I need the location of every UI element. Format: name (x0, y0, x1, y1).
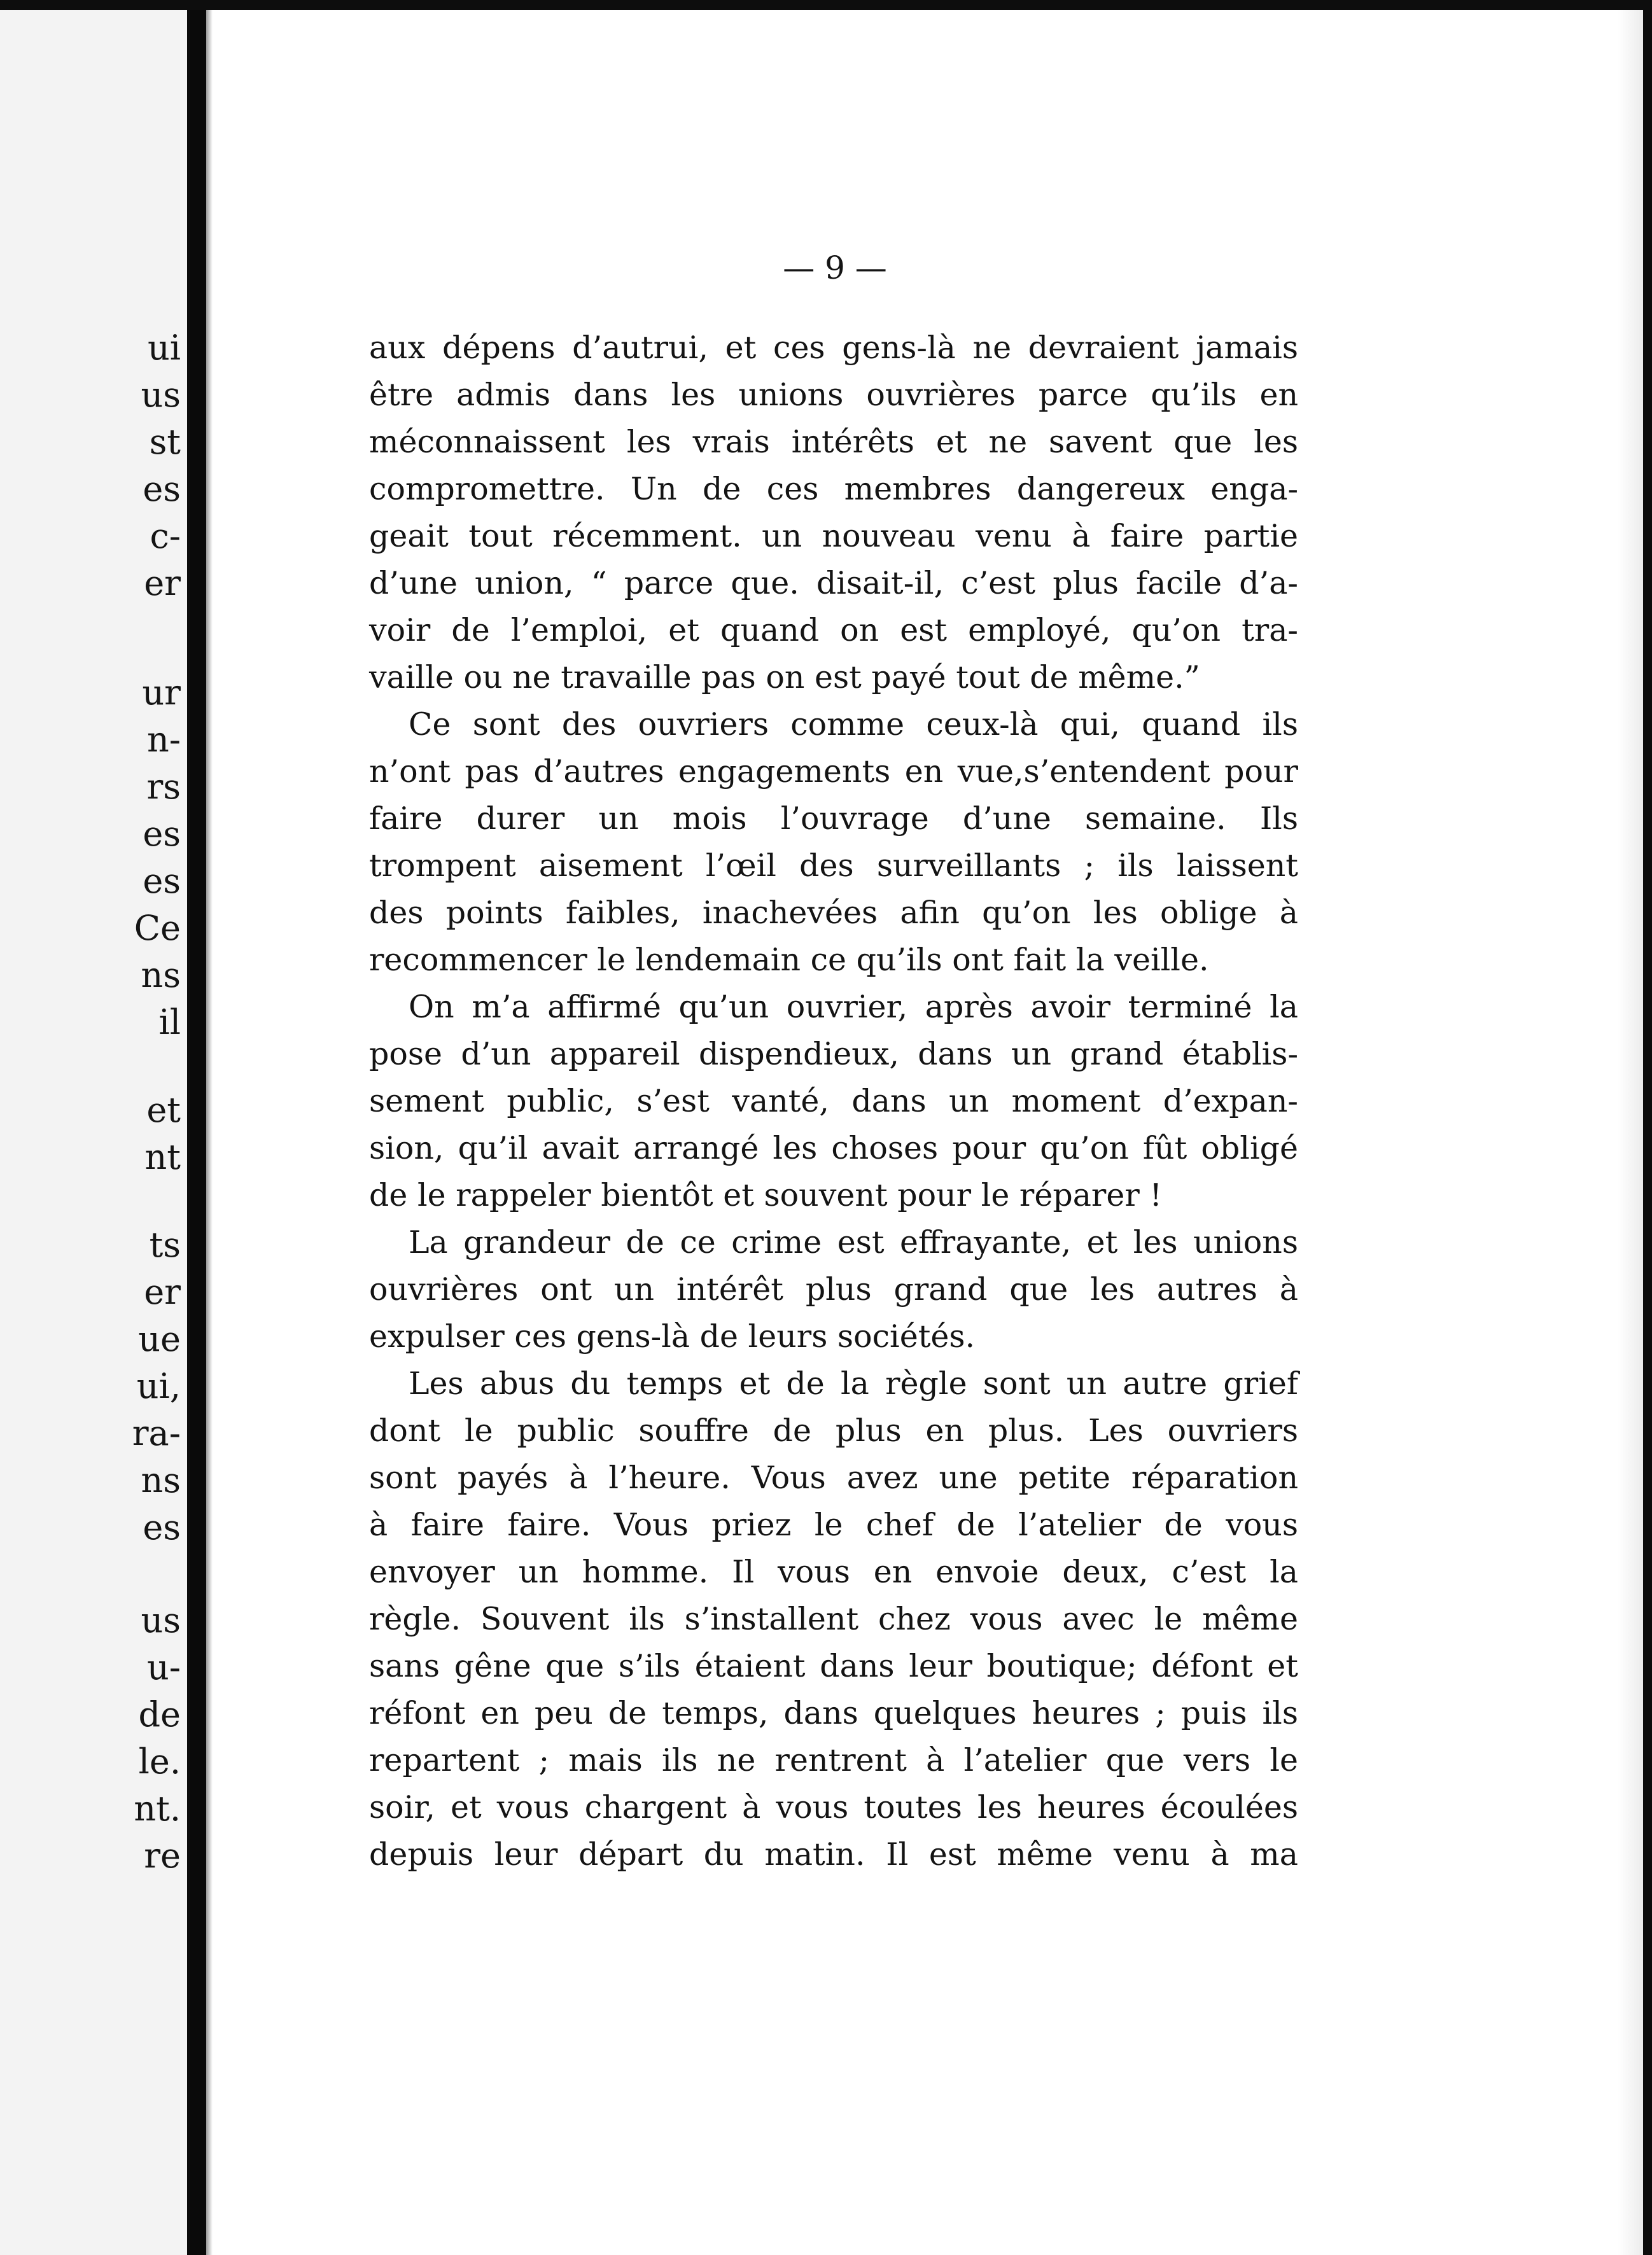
text-line: pose d’un appareil dispendieux, dans un grand établis- (369, 1036, 1298, 1072)
text-line: expulser ces gens-là de leurs sociétés. (369, 1318, 976, 1355)
text-line: des points faibles, inachevées afin qu’on les oblige à (369, 895, 1298, 931)
adjacent-page-fragment: es (143, 469, 181, 509)
text-line: faire durer un mois l’ouvrage d’une semaine. Ils (369, 800, 1298, 837)
adjacent-page-fragment: ue (138, 1319, 181, 1359)
text-line: d’une union, “ parce que. disait-il, c’est plus facile d’a- (369, 565, 1298, 601)
adjacent-page-fragment: nt. (134, 1789, 181, 1829)
adjacent-page-fragment: Ce (134, 908, 181, 948)
text-line: sont payés à l’heure. Vous avez une petite réparation (369, 1460, 1298, 1496)
adjacent-page-fragment: ra- (132, 1413, 181, 1453)
adjacent-page-fragment: c- (150, 516, 181, 556)
text-line: Les abus du temps et de la règle sont un autre grief (409, 1365, 1298, 1402)
adjacent-page-fragment: us (141, 1600, 181, 1640)
adjacent-page-fragment: ui, (136, 1366, 181, 1406)
text-line: recommencer le lendemain ce qu’ils ont fait la veille. (369, 942, 1209, 978)
text-line: de le rappeler bientôt et souvent pour le réparer ! (369, 1177, 1163, 1213)
text-line: à faire faire. Vous priez le chef de l’atelier de vous (369, 1507, 1298, 1543)
adjacent-page-fragment: rs (146, 767, 181, 807)
text-line: sion, qu’il avait arrangé les choses pour qu’on fût obligé (369, 1130, 1298, 1166)
adjacent-page-fragment: es (143, 861, 181, 901)
adjacent-page-fragment: re (144, 1836, 181, 1876)
text-line: ouvrières ont un intérêt plus grand que les autres à (369, 1271, 1298, 1308)
top-frame-line (0, 0, 1652, 10)
adjacent-page-fragment: ur (142, 673, 181, 713)
adjacent-page-fragment: nt (144, 1137, 181, 1177)
text-line: vaille ou ne travaille pas on est payé tout de même.” (369, 659, 1200, 695)
text-line: voir de l’emploi, et quand on est employé, qu’on tra- (369, 612, 1298, 648)
adjacent-page-fragment: n- (146, 720, 181, 760)
adjacent-page-fragment: ns (141, 955, 181, 995)
text-line: envoyer un homme. Il vous en envoie deux, c’est la (369, 1554, 1298, 1590)
adjacent-page-fragment: er (144, 563, 181, 603)
adjacent-page-fragment: er (144, 1272, 181, 1312)
adjacent-page-fragment: st (149, 422, 181, 462)
gutter-shadow (206, 10, 213, 2255)
text-line: sement public, s’est vanté, dans un moment d’expan- (369, 1083, 1298, 1119)
adjacent-page-fragment: us (141, 375, 181, 415)
adjacent-page-fragment: il (158, 1002, 181, 1042)
page-edge-shadow (1618, 10, 1643, 2255)
adjacent-page-fragment: ns (141, 1460, 181, 1500)
text-line: méconnaissent les vrais intérêts et ne savent que les (369, 424, 1298, 460)
adjacent-page-fragment: et (146, 1090, 181, 1130)
text-line: aux dépens d’autrui, et ces gens-là ne devraient jamais (369, 330, 1298, 366)
text-line: geait tout récemment. un nouveau venu à faire partie (369, 518, 1298, 554)
text-line: réfont en peu de temps, dans quelques heures ; puis ils (369, 1695, 1298, 1731)
text-line: repartent ; mais ils ne rentrent à l’atelier que vers le (369, 1742, 1298, 1778)
text-line: depuis leur départ du matin. Il est même venu à ma (369, 1836, 1298, 1873)
text-line: La grandeur de ce crime est effrayante, et les unions (409, 1224, 1298, 1260)
text-line: n’ont pas d’autres engagements en vue,s’entendent pour (369, 753, 1298, 790)
adjacent-page-fragment: ui (147, 328, 181, 368)
right-frame-line (1643, 0, 1652, 2255)
body-text (369, 325, 1298, 1878)
text-line: Ce sont des ouvriers comme ceux-là qui, quand ils (409, 706, 1298, 743)
text-line: règle. Souvent ils s’installent chez vous avec le même (369, 1601, 1298, 1637)
adjacent-page-fragment: de (138, 1694, 181, 1735)
page-number: — 9 — (783, 249, 887, 286)
page-gutter (187, 10, 206, 2255)
adjacent-page-fragment: u- (146, 1647, 181, 1687)
adjacent-page-strip (0, 10, 187, 2255)
text-line: soir, et vous chargent à vous toutes les heures écoulées (369, 1789, 1298, 1826)
text-line: On m’a affirmé qu’un ouvrier, après avoir terminé la (409, 989, 1298, 1025)
adjacent-page-fragment: ts (149, 1225, 181, 1265)
text-line: trompent aisement l’œil des surveillants ; ils laissent (369, 848, 1298, 884)
adjacent-page-fragment: es (143, 814, 181, 854)
text-line: être admis dans les unions ouvrières parce qu’ils en (369, 377, 1298, 413)
adjacent-page-fragment: le. (138, 1742, 181, 1782)
text-line: compromettre. Un de ces membres dangereux enga- (369, 471, 1298, 507)
adjacent-page-fragment: es (143, 1507, 181, 1547)
text-line: sans gêne que s’ils étaient dans leur boutique; défont et (369, 1648, 1298, 1684)
text-line: dont le public souffre de plus en plus. Les ouvriers (369, 1413, 1298, 1449)
